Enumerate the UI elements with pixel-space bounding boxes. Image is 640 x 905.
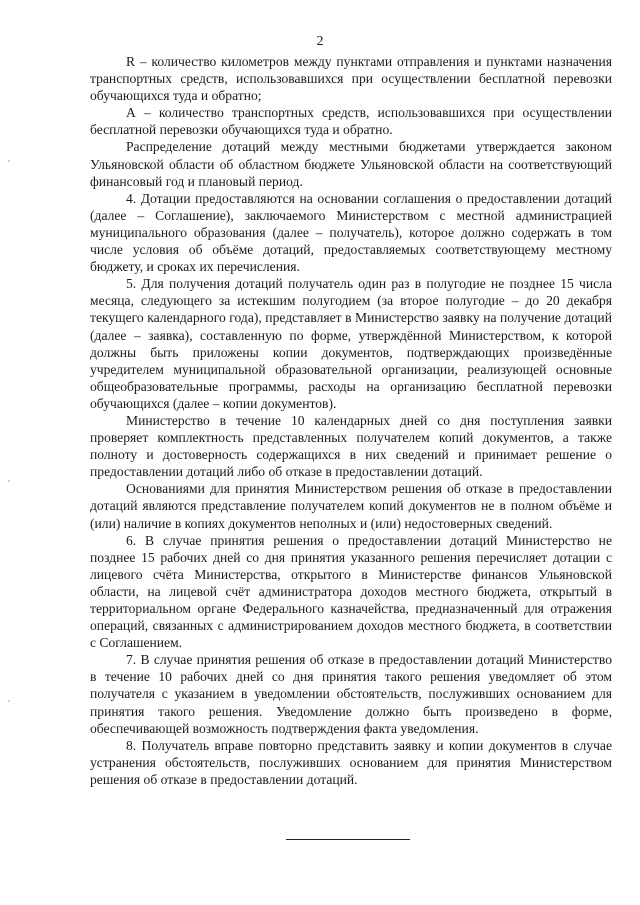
paragraph-r-definition: R – количество километров между пунктами отправления и пунктами назначения транспортных средств, использовавшихся при осуществлении бесплатной перевозки обучающихся туда и обратно; [90,54,612,104]
scan-speck [8,700,10,702]
page-number: 2 [316,34,324,49]
paragraph-ministry-review: Министерство в течение 10 календарных дней со дня поступления заявки проверяет комплектность представленных получателем копий документов, а также полноту и достоверность содержащихся в них сведений и принимает решение о предоставлении дотаций либо об отказе в предоставлении дотаций. [90,412,612,480]
paragraph-clause-5: 5. Для получения дотаций получатель один раз в полугодие не позднее 15 числа месяца, следующего за истекшим полугодием (за второе полугодие – до 20 декабря текущего календарного года), представляет в Министерство заявку на получение дотаций (далее – заявка), составленную по форме, утверждённой Министерством, к которой должны быть приложены копии документов, подтверждающих произведённые учредителем муниципальной образовательной организации, реализующей основные общеобразовательные программы, расходы на организацию бесплатной перевозки обучающихся (далее – копии документов). [90,276,612,411]
paragraph-refusal-grounds: Основаниями для принятия Министерством решения об отказе в предоставлении дотаций являются представление получателем копий документов не в полном объёме и (или) наличие в копиях документов неполных и (или) недостоверных сведений. [90,481,612,531]
paragraph-clause-8: 8. Получатель вправе повторно представить заявку и копии документов в случае устранения обстоятельств, послуживших основанием для принятия Министерством решения об отказе в предоставлении дотаций. [90,737,612,787]
paragraph-clause-6: 6. В случае принятия решения о предоставлении дотаций Министерство не позднее 15 рабочих дней со дня принятия указанного решения перечисляет дотации с лицевого счёта Министерства, открытого в Министерстве финансов Ульяновской области, на лицевой счёт администратора доходов местного бюджета, открытый в территориальном органе Федерального казначейства, предназначенный для отражения операций, связанных с администрированием доходов местного бюджета, в соответствии с Соглашением. [90,532,612,651]
scan-speck [8,480,10,482]
paragraph-clause-4: 4. Дотации предоставляются на основании соглашения о предоставлении дотаций (далее – Соглашение), заключаемого Министерством с местной администрацией муниципального образования (далее – получатель), которое должно содержать в том числе условия об объёме дотаций, предоставляемых соответствующему местному бюджету, и сроках их перечисления. [90,190,612,275]
closing-rule [286,839,410,840]
document-body [90,53,612,788]
paragraph-a-definition: А – количество транспортных средств, использовавшихся при осуществлении бесплатной перевозки обучающихся туда и обратно. [90,105,612,138]
paragraph-clause-7: 7. В случае принятия решения об отказе в предоставлении дотаций Министерство в течение 10 рабочих дней со дня принятия такого решения уведомляет об этом получателя с указанием в уведомлении обстоятельств, послуживших основанием для принятия такого решения. Уведомление должно быть произведено в форме, обеспечивающей возможность подтверждения факта уведомления. [90,652,612,736]
scan-speck [8,160,10,162]
paragraph-distribution: Распределение дотаций между местными бюджетами утверждается законом Ульяновской области об областном бюджете Ульяновской области на соответствующий финансовый год и плановый период. [90,139,612,189]
